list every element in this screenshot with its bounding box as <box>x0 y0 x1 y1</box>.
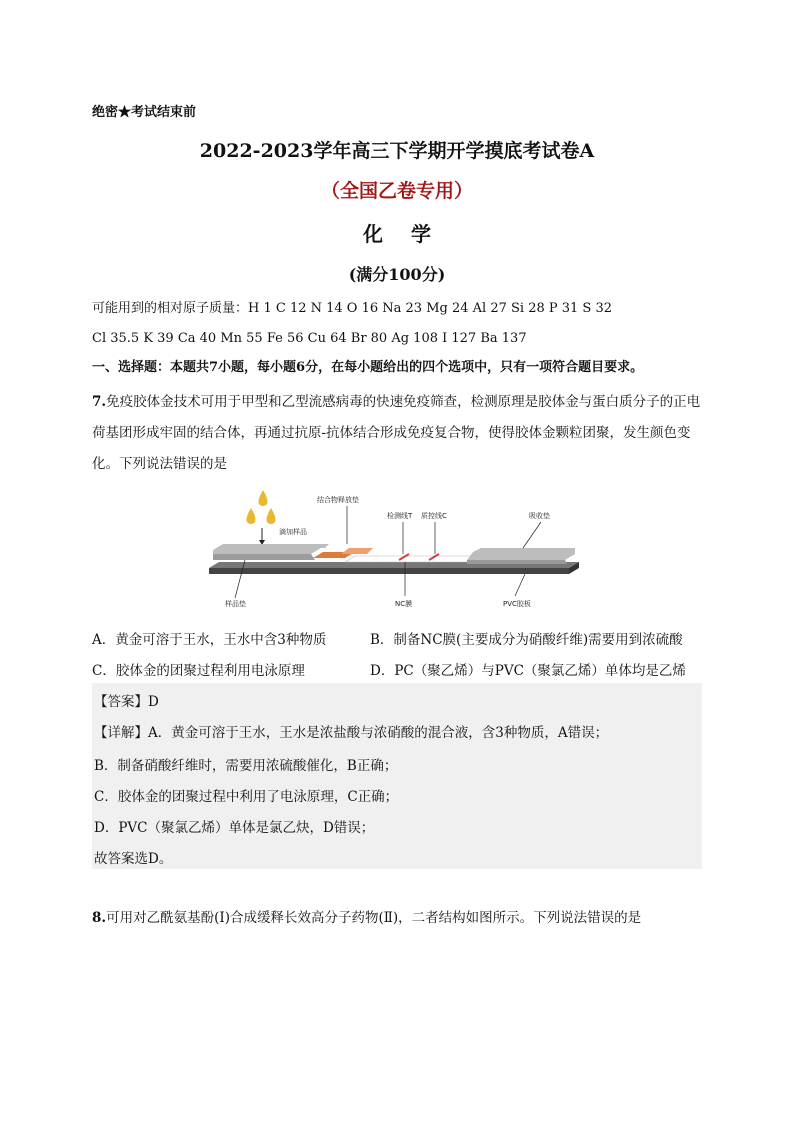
question-7-number: 7. <box>92 394 107 410</box>
label-nc-membrane: NC膜 <box>395 600 413 608</box>
atomic-mass-line-2: Cl 35.5 K 39 Ca 40 Mn 55 Fe 56 Cu 64 Br 80 Ag 108 I 127 Ba 137 <box>92 331 527 346</box>
section-heading: 一、选择题：本题共7小题，每小题6分，在每小题给出的四个选项中，只有一项符合题目要求。 <box>92 360 644 375</box>
answer-detail-b: B．制备硝酸纤维时，需要用浓硫酸催化，B正确； <box>94 758 398 774</box>
label-absorbent-pad: 吸收垫 <box>529 512 550 520</box>
answer-detail-c: C．胶体金的团聚过程中利用了电泳原理，C正确； <box>94 789 399 805</box>
option-d: D．PC（聚乙烯）与PVC（聚氯乙烯）单体均是乙烯 <box>370 663 686 679</box>
label-test-line: 检测线T <box>387 512 413 520</box>
atomic-mass-line-1: 可能用到的相对原子质量：H 1 C 12 N 14 O 16 Na 23 Mg 24 Al 27 Si 28 P 31 S 32 <box>92 301 613 316</box>
subject-title: 化学 <box>363 222 459 246</box>
exam-subtitle: （全国乙卷专用） <box>320 180 473 202</box>
question-8-text: 可用对乙酰氨基酚(Ⅰ)合成缓释长效高分子药物(Ⅱ)，二者结构如图所示。下列说法错误的是 <box>106 910 642 926</box>
question-7-stem <box>92 387 706 480</box>
answer-detail-a: 【详解】A．黄金可溶于王水，王水是浓盐酸与浓硝酸的混合液，含3种物质，A错误； <box>94 725 609 741</box>
sample-drop-icon <box>259 490 268 506</box>
sample-drop-icon <box>267 508 276 524</box>
exam-title: 2022-2023学年高三下学期开学摸底考试卷A <box>199 140 595 162</box>
confidential-label: 绝密★考试结束前 <box>92 105 197 120</box>
answer-conclusion: 故答案选D。 <box>94 851 173 867</box>
option-c: C．胶体金的团聚过程利用电泳原理 <box>92 663 305 679</box>
answer-label: 【答案】D <box>94 694 159 710</box>
answer-detail-d: D．PVC（聚氯乙烯）单体是氯乙炔，D错误； <box>94 820 375 836</box>
option-a: A．黄金可溶于王水，王水中含3种物质 <box>92 632 327 648</box>
label-drop: 滴加样品 <box>279 528 307 536</box>
test-strip-figure <box>205 484 585 612</box>
label-conjugate-pad: 结合物释放垫 <box>317 496 359 504</box>
question-8-number: 8. <box>92 910 107 926</box>
sample-drop-icon <box>247 508 256 524</box>
question-7-text: 免疫胶体金技术可用于甲型和乙型流感病毒的快速免疫筛查，检测原理是胶体金与蛋白质分子的正电荷基团形成牢固的结合体，再通过抗原-抗体结合形成免疫复合物，使得胶体金颗粒团聚，发生颜色变化。下列说法错误的是 <box>92 394 701 472</box>
label-control-line: 质控线C <box>421 512 447 520</box>
full-score: (满分100分) <box>348 265 446 284</box>
question-8-stem <box>92 906 641 926</box>
label-pvc-board: PVC胶板 <box>503 600 531 608</box>
label-sample-pad: 样品垫 <box>225 600 246 608</box>
answer-panel <box>92 683 702 869</box>
option-b: B．制备NC膜(主要成分为硝酸纤维)需要用到浓硫酸 <box>370 632 683 648</box>
